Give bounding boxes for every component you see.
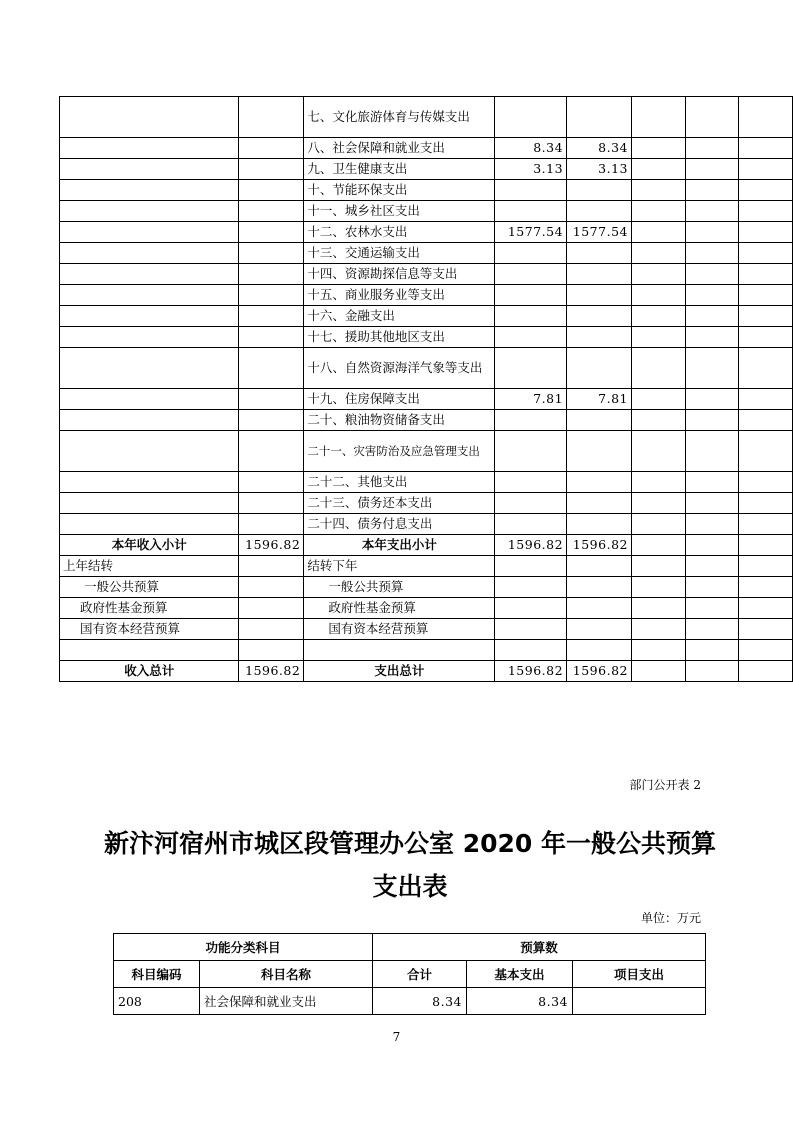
table-cell-7 bbox=[685, 306, 739, 327]
table-cell-8 bbox=[739, 138, 793, 159]
header-project: 项目支出 bbox=[573, 961, 706, 988]
table-cell-4 bbox=[495, 577, 567, 598]
table-subheader-row bbox=[114, 961, 706, 988]
table-cell-3 bbox=[304, 640, 495, 661]
table-cell-8 bbox=[739, 431, 793, 472]
table-cell-2 bbox=[239, 431, 304, 472]
table-cell-6 bbox=[631, 201, 685, 222]
table-cell-5 bbox=[567, 201, 632, 222]
table-cell-7 bbox=[685, 243, 739, 264]
table-cell-2 bbox=[239, 243, 304, 264]
table-cell-7 bbox=[685, 348, 739, 389]
header-total: 合计 bbox=[373, 961, 467, 988]
table-cell-1: 收入总计 bbox=[60, 661, 239, 682]
table-cell-2 bbox=[239, 201, 304, 222]
table-cell-1 bbox=[60, 348, 239, 389]
income-expense-table-body bbox=[60, 97, 793, 682]
table-cell-6 bbox=[631, 138, 685, 159]
table-cell-6 bbox=[631, 410, 685, 431]
table-cell-7 bbox=[685, 431, 739, 472]
table-cell-2: 1596.82 bbox=[239, 535, 304, 556]
table-cell-2 bbox=[239, 285, 304, 306]
table-cell-3: 支出总计 bbox=[304, 661, 495, 682]
table-cell-2 bbox=[239, 138, 304, 159]
table-cell-1: 本年收入小计 bbox=[60, 535, 239, 556]
table-cell-5 bbox=[567, 243, 632, 264]
table-cell-8 bbox=[739, 577, 793, 598]
table-cell-5 bbox=[567, 619, 632, 640]
table-cell-4: 3.13 bbox=[495, 159, 567, 180]
table-cell-2 bbox=[239, 327, 304, 348]
table-cell-4 bbox=[495, 640, 567, 661]
table-cell-8 bbox=[739, 97, 793, 138]
table-cell-2 bbox=[239, 410, 304, 431]
table-row bbox=[60, 306, 793, 327]
table-cell-3: 一般公共预算 bbox=[304, 577, 495, 598]
table-row bbox=[60, 640, 793, 661]
table-cell-7 bbox=[685, 389, 739, 410]
table-cell-5 bbox=[567, 306, 632, 327]
table-row bbox=[60, 577, 793, 598]
table-cell-6 bbox=[631, 327, 685, 348]
table-cell-3: 二十四、债务付息支出 bbox=[304, 514, 495, 535]
table-row bbox=[60, 535, 793, 556]
table-row bbox=[60, 493, 793, 514]
table-cell-8 bbox=[739, 264, 793, 285]
table-row bbox=[60, 619, 793, 640]
table-row bbox=[60, 389, 793, 410]
table-row bbox=[60, 97, 793, 138]
table-cell-2 bbox=[239, 514, 304, 535]
table-cell-2 bbox=[239, 180, 304, 201]
table-cell-8 bbox=[739, 514, 793, 535]
header-basic: 基本支出 bbox=[467, 961, 573, 988]
table-cell-4 bbox=[495, 285, 567, 306]
table-cell-7 bbox=[685, 598, 739, 619]
table-cell-1 bbox=[60, 243, 239, 264]
page-title-line2: 支出表 bbox=[372, 872, 448, 901]
table-header-row bbox=[114, 934, 706, 961]
table-cell-6 bbox=[631, 222, 685, 243]
table-cell-1 bbox=[60, 97, 239, 138]
table-cell-7 bbox=[685, 222, 739, 243]
table-cell-4: 8.34 bbox=[495, 138, 567, 159]
table-cell-4 bbox=[495, 556, 567, 577]
table-cell-2 bbox=[239, 389, 304, 410]
table-cell-5: 1577.54 bbox=[567, 222, 632, 243]
table-cell-2 bbox=[239, 264, 304, 285]
table-cell-1 bbox=[60, 431, 239, 472]
table-cell-7 bbox=[685, 661, 739, 682]
table-cell-8 bbox=[739, 201, 793, 222]
table-cell-8 bbox=[739, 389, 793, 410]
table-cell-4 bbox=[495, 431, 567, 472]
table-cell-5 bbox=[567, 556, 632, 577]
table-cell-3: 十三、交通运输支出 bbox=[304, 243, 495, 264]
table-cell-2 bbox=[239, 97, 304, 138]
table-cell-7 bbox=[685, 180, 739, 201]
table-cell-8 bbox=[739, 243, 793, 264]
header-code: 科目编码 bbox=[114, 961, 200, 988]
table-cell-5 bbox=[567, 180, 632, 201]
table-row bbox=[60, 159, 793, 180]
table-cell-2 bbox=[239, 640, 304, 661]
table-cell-8 bbox=[739, 285, 793, 306]
table-cell-6 bbox=[631, 493, 685, 514]
table-cell-5 bbox=[567, 348, 632, 389]
table-cell-7 bbox=[685, 410, 739, 431]
table-cell-3: 十九、住房保障支出 bbox=[304, 389, 495, 410]
table-row bbox=[60, 201, 793, 222]
table-cell-7 bbox=[685, 640, 739, 661]
table-cell-6 bbox=[631, 243, 685, 264]
page-number: 7 bbox=[392, 1030, 401, 1044]
table-cell-5: 7.81 bbox=[567, 389, 632, 410]
table-cell-5 bbox=[567, 640, 632, 661]
table-cell-7 bbox=[685, 514, 739, 535]
table-row bbox=[60, 327, 793, 348]
table-cell-5 bbox=[567, 598, 632, 619]
table-cell-2 bbox=[239, 159, 304, 180]
table-cell-7 bbox=[685, 327, 739, 348]
table-cell-1 bbox=[60, 180, 239, 201]
table-cell-6 bbox=[631, 472, 685, 493]
unit-label: 单位：万元 bbox=[640, 911, 701, 925]
table-cell-6 bbox=[631, 306, 685, 327]
table-cell-8 bbox=[739, 306, 793, 327]
table-row bbox=[60, 472, 793, 493]
table-cell-6 bbox=[631, 97, 685, 138]
table-cell-1 bbox=[60, 159, 239, 180]
table-cell-7 bbox=[685, 535, 739, 556]
table-cell-4: 1577.54 bbox=[495, 222, 567, 243]
table-cell-4 bbox=[495, 201, 567, 222]
table-cell-3: 本年支出小计 bbox=[304, 535, 495, 556]
table-cell-7 bbox=[685, 264, 739, 285]
table-cell-4 bbox=[495, 97, 567, 138]
table-cell-8 bbox=[739, 327, 793, 348]
table-cell-4 bbox=[495, 348, 567, 389]
table-row bbox=[60, 598, 793, 619]
table-cell-5 bbox=[567, 285, 632, 306]
table-row bbox=[60, 514, 793, 535]
table-cell-2 bbox=[239, 577, 304, 598]
table-row bbox=[60, 138, 793, 159]
table-cell-2: 1596.82 bbox=[239, 661, 304, 682]
table-cell-3: 九、卫生健康支出 bbox=[304, 159, 495, 180]
table-cell-7 bbox=[685, 285, 739, 306]
table-cell-4 bbox=[495, 264, 567, 285]
table-row bbox=[60, 180, 793, 201]
table-cell-2 bbox=[239, 222, 304, 243]
table-cell-2 bbox=[239, 348, 304, 389]
table-row bbox=[60, 264, 793, 285]
table-cell-3: 二十、粮油物资储备支出 bbox=[304, 410, 495, 431]
page-title: 新汴河宿州市城区段管理办公室 2020 年一般公共预算 bbox=[104, 829, 716, 858]
cell-basic: 8.34 bbox=[467, 988, 573, 1015]
table-cell-1 bbox=[60, 389, 239, 410]
table-cell-8 bbox=[739, 598, 793, 619]
table-cell-1 bbox=[60, 264, 239, 285]
table-cell-1: 政府性基金预算 bbox=[60, 598, 239, 619]
table-cell-8 bbox=[739, 535, 793, 556]
table-cell-5: 1596.82 bbox=[567, 661, 632, 682]
table-cell-6 bbox=[631, 180, 685, 201]
table-row bbox=[60, 243, 793, 264]
table-cell-6 bbox=[631, 348, 685, 389]
table-cell-4 bbox=[495, 306, 567, 327]
table-cell-6 bbox=[631, 535, 685, 556]
table-row bbox=[60, 431, 793, 472]
table-cell-4 bbox=[495, 619, 567, 640]
table-cell-1: 上年结转 bbox=[60, 556, 239, 577]
table-cell-3: 十二、农林水支出 bbox=[304, 222, 495, 243]
table-cell-3: 十、节能环保支出 bbox=[304, 180, 495, 201]
table-cell-8 bbox=[739, 493, 793, 514]
table-cell-7 bbox=[685, 556, 739, 577]
table-cell-6 bbox=[631, 389, 685, 410]
table-row bbox=[114, 988, 706, 1015]
table-row bbox=[60, 222, 793, 243]
table-cell-6 bbox=[631, 159, 685, 180]
table-cell-7 bbox=[685, 472, 739, 493]
cell-total: 8.34 bbox=[373, 988, 467, 1015]
table-cell-3: 二十三、债务还本支出 bbox=[304, 493, 495, 514]
table-cell-4: 1596.82 bbox=[495, 661, 567, 682]
table-cell-1: 一般公共预算 bbox=[60, 577, 239, 598]
table-cell-7 bbox=[685, 97, 739, 138]
table-cell-4: 1596.82 bbox=[495, 535, 567, 556]
table-cell-7 bbox=[685, 201, 739, 222]
table-cell-6 bbox=[631, 640, 685, 661]
table-cell-8 bbox=[739, 222, 793, 243]
table-cell-6 bbox=[631, 514, 685, 535]
table-cell-8 bbox=[739, 472, 793, 493]
table-cell-5 bbox=[567, 97, 632, 138]
table-cell-4 bbox=[495, 180, 567, 201]
table-cell-1 bbox=[60, 410, 239, 431]
cell-code: 208 bbox=[114, 988, 200, 1015]
table-cell-5 bbox=[567, 493, 632, 514]
cell-name: 社会保障和就业支出 bbox=[200, 988, 373, 1015]
table-cell-1 bbox=[60, 640, 239, 661]
table-cell-5: 1596.82 bbox=[567, 535, 632, 556]
table-cell-4 bbox=[495, 598, 567, 619]
table-cell-3: 国有资本经营预算 bbox=[304, 619, 495, 640]
table-cell-3: 八、社会保障和就业支出 bbox=[304, 138, 495, 159]
form-number: 部门公开表 2 bbox=[629, 778, 701, 792]
header-budget-amount: 预算数 bbox=[373, 934, 706, 961]
table-cell-6 bbox=[631, 431, 685, 472]
table-cell-8 bbox=[739, 410, 793, 431]
table-cell-2 bbox=[239, 598, 304, 619]
table-cell-3: 十一、城乡社区支出 bbox=[304, 201, 495, 222]
cell-project bbox=[573, 988, 706, 1015]
header-function-class: 功能分类科目 bbox=[114, 934, 373, 961]
table-cell-8 bbox=[739, 348, 793, 389]
table-cell-8 bbox=[739, 661, 793, 682]
table-cell-7 bbox=[685, 138, 739, 159]
table-cell-5 bbox=[567, 472, 632, 493]
table-cell-8 bbox=[739, 640, 793, 661]
table-cell-1 bbox=[60, 327, 239, 348]
table-cell-5 bbox=[567, 577, 632, 598]
table-cell-1 bbox=[60, 285, 239, 306]
table-cell-1 bbox=[60, 472, 239, 493]
table-cell-3: 十七、援助其他地区支出 bbox=[304, 327, 495, 348]
expenditure-table bbox=[113, 933, 706, 1015]
table-row bbox=[60, 285, 793, 306]
table-cell-3: 十四、资源勘探信息等支出 bbox=[304, 264, 495, 285]
table-cell-4 bbox=[495, 410, 567, 431]
table-cell-6 bbox=[631, 619, 685, 640]
income-expense-table bbox=[59, 96, 793, 682]
table-cell-1 bbox=[60, 514, 239, 535]
table-cell-1 bbox=[60, 201, 239, 222]
table-cell-8 bbox=[739, 159, 793, 180]
table-cell-4 bbox=[495, 243, 567, 264]
table-cell-7 bbox=[685, 159, 739, 180]
table-cell-3: 十五、商业服务业等支出 bbox=[304, 285, 495, 306]
table-cell-6 bbox=[631, 577, 685, 598]
table-cell-6 bbox=[631, 598, 685, 619]
table-cell-2 bbox=[239, 556, 304, 577]
table-cell-8 bbox=[739, 180, 793, 201]
table-cell-6 bbox=[631, 556, 685, 577]
table-cell-2 bbox=[239, 493, 304, 514]
table-cell-5: 8.34 bbox=[567, 138, 632, 159]
table-cell-4 bbox=[495, 493, 567, 514]
table-cell-4 bbox=[495, 472, 567, 493]
table-cell-1 bbox=[60, 222, 239, 243]
table-cell-1: 国有资本经营预算 bbox=[60, 619, 239, 640]
table-cell-5 bbox=[567, 431, 632, 472]
table-cell-1 bbox=[60, 138, 239, 159]
table-cell-1 bbox=[60, 493, 239, 514]
table-cell-4: 7.81 bbox=[495, 389, 567, 410]
header-name: 科目名称 bbox=[200, 961, 373, 988]
table-cell-6 bbox=[631, 661, 685, 682]
table-cell-8 bbox=[739, 619, 793, 640]
table-cell-3: 二十二、其他支出 bbox=[304, 472, 495, 493]
table-row bbox=[60, 348, 793, 389]
table-cell-1 bbox=[60, 306, 239, 327]
table-cell-6 bbox=[631, 264, 685, 285]
table-cell-3: 结转下年 bbox=[304, 556, 495, 577]
table-cell-7 bbox=[685, 493, 739, 514]
table-cell-3: 十六、金融支出 bbox=[304, 306, 495, 327]
table-cell-4 bbox=[495, 514, 567, 535]
table-cell-2 bbox=[239, 472, 304, 493]
table-row bbox=[60, 556, 793, 577]
table-cell-6 bbox=[631, 285, 685, 306]
table-cell-5 bbox=[567, 410, 632, 431]
table-cell-5 bbox=[567, 514, 632, 535]
table-cell-7 bbox=[685, 619, 739, 640]
table-cell-5 bbox=[567, 327, 632, 348]
table-cell-3: 政府性基金预算 bbox=[304, 598, 495, 619]
table-cell-5: 3.13 bbox=[567, 159, 632, 180]
table-cell-3: 十八、自然资源海洋气象等支出 bbox=[304, 348, 495, 389]
table-cell-2 bbox=[239, 619, 304, 640]
table-cell-4 bbox=[495, 327, 567, 348]
table-row bbox=[60, 661, 793, 682]
table-cell-5 bbox=[567, 264, 632, 285]
table-cell-3: 七、文化旅游体育与传媒支出 bbox=[304, 97, 495, 138]
table-cell-3: 二十一、灾害防治及应急管理支出 bbox=[304, 431, 495, 472]
table-cell-7 bbox=[685, 577, 739, 598]
table-cell-8 bbox=[739, 556, 793, 577]
table-row bbox=[60, 410, 793, 431]
table-cell-2 bbox=[239, 306, 304, 327]
